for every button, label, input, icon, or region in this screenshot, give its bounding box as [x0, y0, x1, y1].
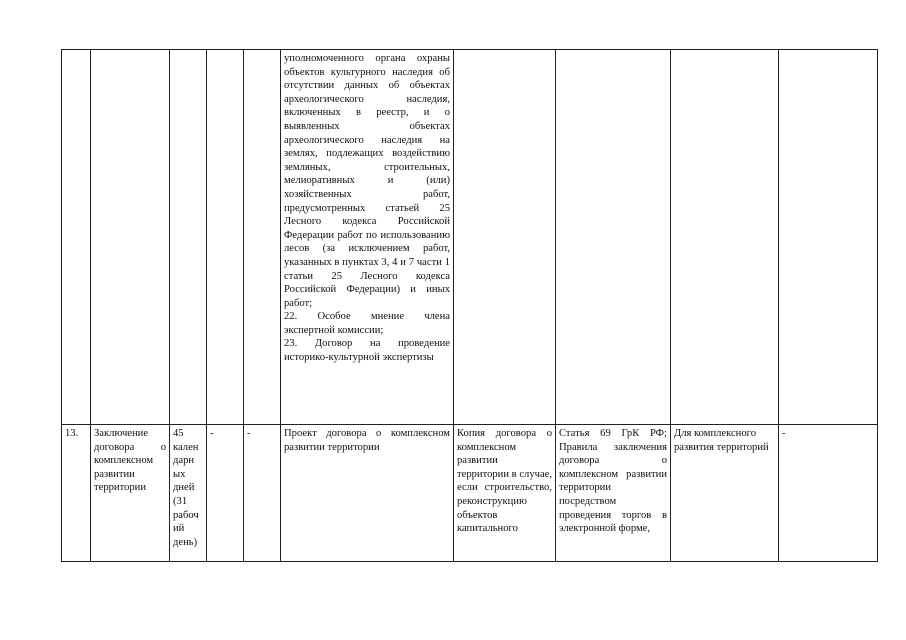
cell-empty-col5 — [244, 50, 281, 425]
documents-item-22: 22. Особое мнение члена экспертной комиссии; — [284, 311, 450, 336]
cell-empty-term — [170, 50, 207, 425]
term-line: дней — [173, 482, 195, 494]
cell-col5: - — [244, 425, 281, 562]
cell-last: - — [779, 425, 878, 562]
term-line: рабоч — [173, 509, 199, 521]
cell-empty-name — [91, 50, 170, 425]
term-line: кален — [173, 441, 199, 453]
cell-empty-legal — [556, 50, 671, 425]
cell-empty-number — [62, 50, 91, 425]
cell-empty-last — [779, 50, 878, 425]
term-line: день) — [173, 536, 198, 548]
cell-row-number: 13. — [62, 425, 91, 562]
cell-empty-col4 — [207, 50, 244, 425]
term-line: ых — [173, 468, 186, 480]
cell-purpose: Для комплексного развития территорий — [671, 425, 779, 562]
term-line: ий — [173, 523, 185, 535]
documents-item-23: 23. Договор на проведение историко-культурной экспертизы — [284, 338, 450, 364]
cell-col4: - — [207, 425, 244, 562]
cell-legal-basis: Статья 69 ГрК РФ; Правила заключения договора о комплексном развитии территории посредством проведения торгов в электронной форме, — [556, 425, 671, 562]
table-row-13 — [62, 425, 878, 562]
cell-empty-result — [454, 50, 556, 425]
services-table — [61, 49, 878, 562]
term-line: дарн — [173, 455, 195, 467]
cell-term — [170, 425, 207, 562]
term-line: 45 — [173, 428, 184, 439]
cell-documents: Проект договора о комплексном развитии территории — [281, 425, 454, 562]
cell-service-name: Заключение договора о комплексном развитии территории — [91, 425, 170, 562]
cell-result: Копия договора о комплексном развитии территории в случае, если строительство, реконструкцию объектов капитального — [454, 425, 556, 562]
term-line: (31 — [173, 495, 188, 507]
documents-paragraph: уполномоченного органа охраны объектов культурного наследия об отсутствии данных об объектах археологического наследия, включенных в реестр, и о выявленных объектах археологического наследия на землях, подлежащих воздействию земляных, строительных, мелиоративных и (или) хозяйственных работ, предусмотренных статьей 25 Лесного кодекса Российской Федерации работ по использованию лесов (за исключением работ, указанных в пунктах 3, 4 и 7 части 1 статьи 25 Лесного кодекса Российской Федерации) и иных работ; — [284, 53, 450, 309]
table-row-continued — [62, 50, 878, 425]
cell-documents-continued — [281, 50, 454, 425]
cell-empty-purpose — [671, 50, 779, 425]
